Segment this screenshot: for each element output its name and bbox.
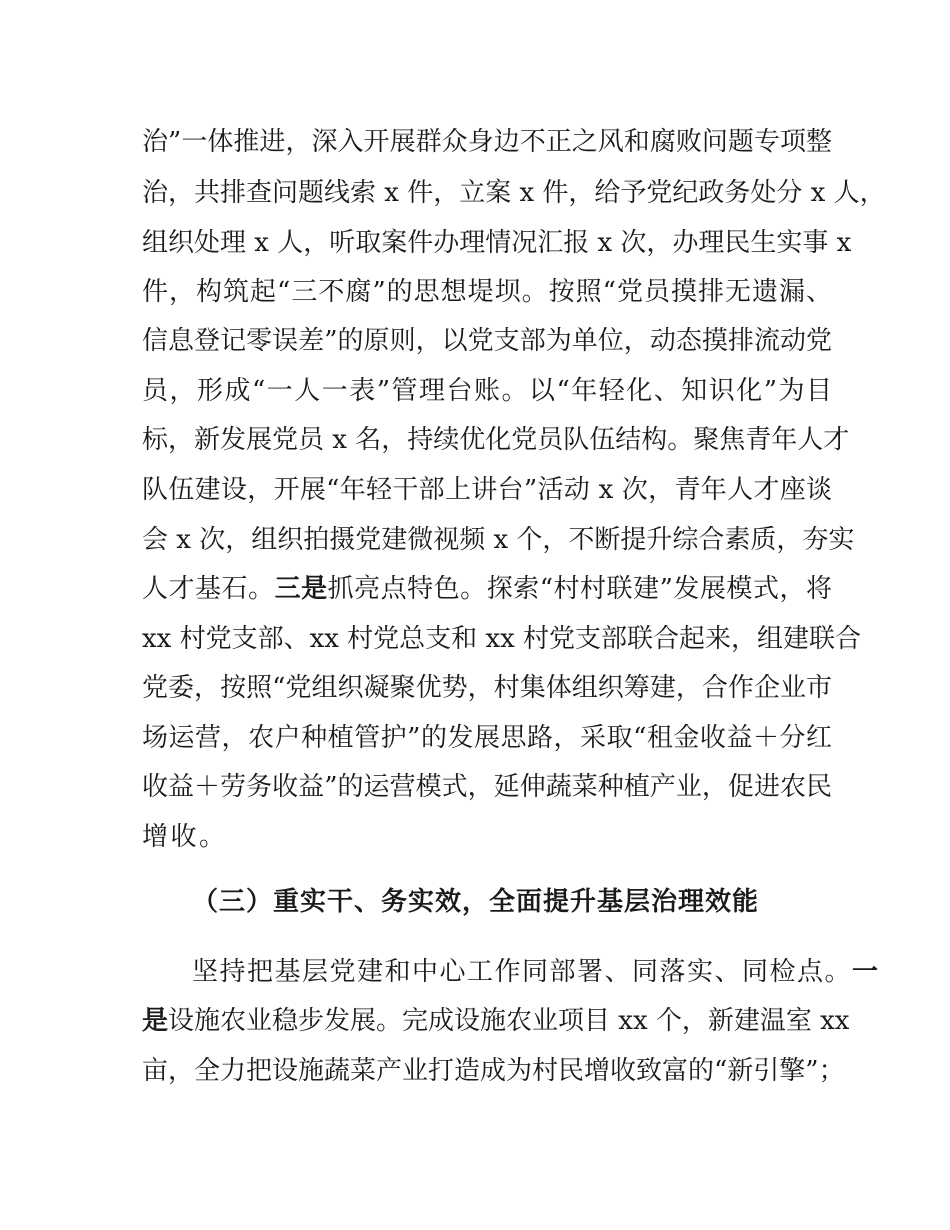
text-line: 队伍建设，开展“年轻干部上讲台”活动 x 次，青年人才座谈 [142,475,832,505]
text-line-mixed [192,957,880,987]
text-span: 人才基石。 [142,574,275,604]
text-span: 设施农业稳步发展。完成设施农业项目 xx 个，新建温室 xx [168,1006,850,1036]
text-line: 增收。 [142,822,228,852]
text-line: 标，新发展党员 x 名，持续优化党员队伍结构。聚焦青年人才 [142,425,850,455]
text-line: 员，形成“一人一表”管理台账。以“年轻化、知识化”为目 [142,376,832,406]
bold-label: 三是 [274,574,328,604]
text-line: 亩，全力把设施蔬菜产业打造成为村民增收致富的“新引擎”； [142,1056,845,1086]
text-line: 场运营，农户种植管护”的发展思路，采取“租金收益＋分红 [142,723,832,753]
text-line: 组织处理 x 人，听取案件办理情况汇报 x 次，办理民生实事 x [142,228,852,258]
text-line: 收益＋劳务收益”的运营模式，延伸蔬菜种植产业，促进农民 [142,772,832,802]
bold-label: 一 [852,957,880,987]
text-span: 抓亮点特色。探索“村村联建”发展模式，将 [327,574,832,604]
text-line: 会 x 次，组织拍摄党建微视频 x 个，不断提升综合素质，夯实 [142,525,855,555]
text-line: 信息登记零误差”的原则，以党支部为单位，动态摸排流动党 [142,326,832,356]
text-line-mixed [142,574,832,604]
text-line-mixed [142,1006,850,1036]
text-line: 党委，按照“党组织凝聚优势，村集体组织筹建，合作企业市 [142,673,832,703]
bold-label: 是 [142,1006,169,1036]
section-heading: （三）重实干、务实效，全面提升基层治理效能 [192,887,760,917]
text-line: xx 村党支部、xx 村党总支和 xx 村党支部联合起来，组建联合 [142,624,862,654]
text-line: 治，共排查问题线索 x 件，立案 x 件，给予党纪政务处分 x 人， [142,178,886,208]
text-line: 治”一体推进，深入开展群众身边不正之风和腐败问题专项整 [142,127,832,157]
text-span: 坚持把基层党建和中心工作同部署、同落实、同检点。 [192,957,853,987]
text-line: 件，构筑起“三不腐”的思想堤坝。按照“党员摸排无遗漏、 [142,277,832,307]
